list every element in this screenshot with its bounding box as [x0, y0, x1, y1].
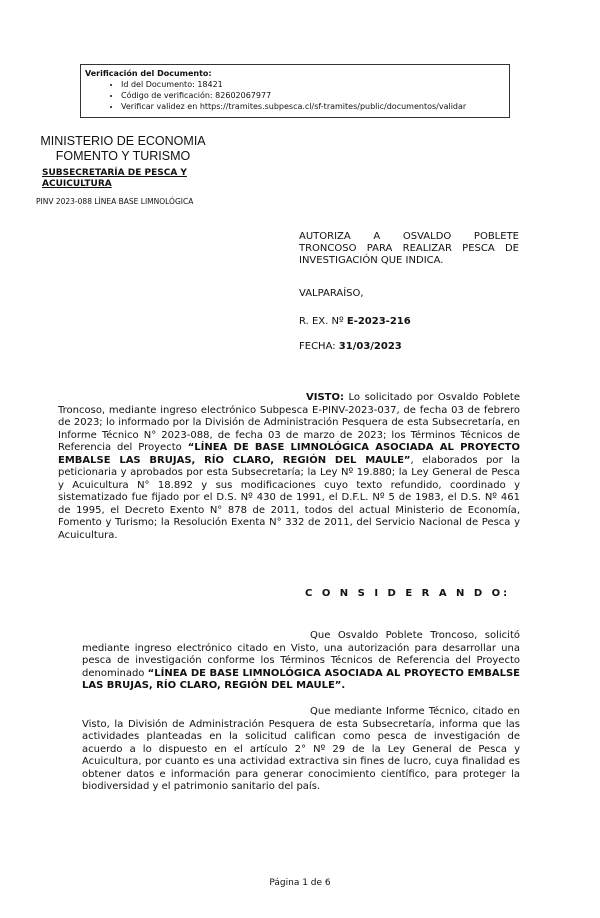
- considerando-p1-project: “LÍNEA DE BASE LIMNOLÓGICA ASOCIADA AL PROYECTO EMBALSE LAS BRUJAS, RÍO CLARO, REGIÓN DEL MAULE”.: [82, 667, 520, 691]
- ministry-heading: [28, 134, 218, 164]
- document-reference: PINV 2023-088 LÍNEA BASE LIMNOLÓGICA: [36, 197, 194, 206]
- ministry-line-1: MINISTERIO DE ECONOMIA: [40, 134, 206, 148]
- considerando-p2-text: Que mediante Informe Técnico, citado en Visto, la División de Administración Pesquera de esta Subsecretaría, informa que las actividades planteadas en la solicitud califican como pesca de investigación de acuerdo a lo dispuesto en el artículo 2° Nº 29 de la Ley General de Pesca y Acuicultura, por cuanto es una actividad extractiva sin fines de lucro, cuya finalidad es obtener datos e información para generar conocimiento científico, para proteger la biodiversidad y el patrimonio sanitario del país.: [82, 706, 520, 792]
- considerando-paragraph-1: [82, 630, 520, 693]
- considerando-heading: C O N S I D E R A N D O:: [305, 588, 511, 599]
- verification-box: [80, 64, 510, 118]
- ministry-line-2: FOMENTO Y TURISMO: [55, 149, 191, 163]
- resolution-subject: AUTORIZA A OSVALDO POBLETE TRONCOSO PARA REALIZAR PESCA DE INVESTIGACIÓN QUE INDICA.: [299, 231, 519, 266]
- subsecretaria-heading: SUBSECRETARÍA DE PESCA Y ACUICULTURA: [42, 168, 187, 189]
- page-number: Página 1 de 6: [269, 878, 331, 888]
- verification-id: • Id del Documento: 18421: [121, 79, 505, 90]
- rex-number: E-2023-216: [346, 316, 411, 327]
- visto-text-b: , elaborados por la peticionaria y aprobados por esta Subsecretaría; la Ley Nº 19.880; la Ley General de Pesca y Acuicultura N° 18.892 y sus modificaciones cuyo texto refundido, coordinado y sistematizado fue fijado por el D.S. Nº 430 de 1991, el D.F.L. Nº 5 de 1983, el D.S. Nº 461 de 1995, el Decreto Exento N° 878 de 2011, todos del actual Ministerio de Economía, Fomento y Turismo; la Resolución Exenta N° 332 de 2011, del Servicio Nacional de Pesca y Acuicultura.: [58, 454, 520, 541]
- resolution-number: [299, 316, 519, 328]
- resolution-date: [299, 341, 519, 353]
- verification-url[interactable]: • Verificar validez en https://tramites.subpesca.cl/sf-tramites/public/documentos/validar: [121, 101, 505, 112]
- resolution-place: VALPARAÍSO,: [299, 288, 364, 299]
- considerando-p1-text: Que Osvaldo Poblete Troncoso, solicitó mediante ingreso electrónico citado en Visto, una autorización para desarrollar una pesca de investigación conforme los Términos Técnicos de Referencia del Proyecto denominado: [82, 630, 520, 679]
- visto-text-a: Lo solicitado por Osvaldo Poblete Troncoso, mediante ingreso electrónico Subpesca E-PINV-2023-037, de fecha 03 de febrero de 2023; lo informado por la División de Administración Pesquera de esta Subsecretaría, en Informe Técnico N° 2023-088, de fecha 03 de marzo de 2023; los Términos Técnicos de Referencia del Proyecto: [58, 392, 520, 453]
- visto-paragraph: [58, 392, 520, 542]
- fecha-label: FECHA:: [299, 341, 339, 352]
- verification-code: • Código de verificación: 82602067977: [121, 90, 505, 101]
- visto-label: VISTO:: [306, 392, 344, 403]
- fecha-value: 31/03/2023: [338, 341, 402, 352]
- verification-title: Verificación del Documento:: [85, 69, 212, 78]
- considerando-paragraph-2: [82, 706, 520, 794]
- visto-project: “LÍNEA DE BASE LIMNOLÓGICA ASOCIADA AL PROYECTO EMBALSE LAS BRUJAS, RÍO CLARO, REGIÓN DEL MAULE”: [58, 442, 520, 466]
- verification-list: [85, 79, 505, 112]
- rex-label: R. EX. Nº: [299, 316, 347, 327]
